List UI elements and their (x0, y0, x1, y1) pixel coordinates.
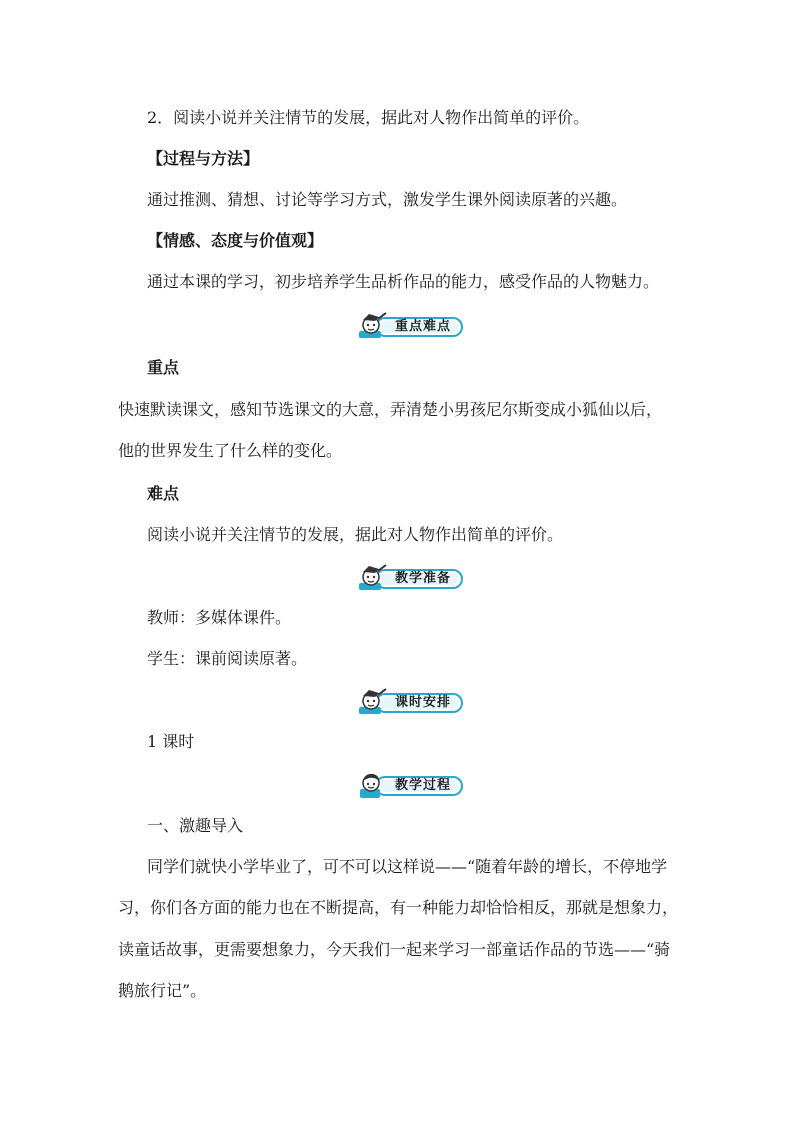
teacher-mascot-icon (357, 563, 391, 593)
banner-label: 重点难点 (394, 319, 451, 334)
heading-difficult: 难点 (147, 484, 180, 503)
preparation-teacher: 教师：多媒体课件。 (147, 608, 292, 627)
intro-text-line-3: 读童话故事，更需要想象力，今天我们一起来学习一部童话作品的节选——“骑 (118, 940, 671, 959)
process-method-text: 通过推测、猜想、讨论等学习方式，激发学生课外阅读原著的兴趣。 (147, 190, 628, 209)
key-text-line-2: 他的世界发生了什么样的变化。 (118, 441, 343, 460)
teacher-mascot-icon (357, 311, 391, 341)
banner-label: 教学准备 (394, 571, 451, 586)
intro-text-line-4: 鹅旅行记”。 (118, 981, 207, 1000)
key-text-line-1: 快速默读课文，感知节选课文的大意，弄清楚小男孩尼尔斯变成小狐仙以后， (118, 400, 663, 419)
heading-emotion-values: 【情感、态度与价值观】 (147, 231, 324, 250)
schedule-text: 1 课时 (147, 732, 195, 751)
intro-text-line-2: 习，你们各方面的能力也在不断提高，有一种能力却恰恰相反，那就是想象力， (118, 898, 679, 917)
intro-text-line-1: 同学们就快小学毕业了，可不可以这样说——“随着年龄的增长，不停地学 (147, 857, 668, 876)
objective-2: 2．阅读小说并关注情节的发展，据此对人物作出简单的评价。 (147, 108, 590, 127)
banner-process (357, 770, 465, 800)
emotion-values-text: 通过本课的学习，初步培养学生品析作品的能力，感受作品的人物魅力。 (147, 272, 660, 291)
student-mascot-icon (357, 770, 391, 800)
banner-key-points (357, 311, 465, 341)
banner-label: 课时安排 (394, 695, 451, 710)
heading-process-method: 【过程与方法】 (147, 149, 260, 168)
section-intro-heading: 一、激趣导入 (147, 816, 244, 835)
difficult-text: 阅读小说并关注情节的发展，据此对人物作出简单的评价。 (147, 525, 564, 544)
preparation-student: 学生：课前阅读原著。 (147, 649, 308, 668)
banner-label: 教学过程 (394, 778, 451, 793)
teacher-mascot-icon (357, 687, 391, 717)
heading-key: 重点 (147, 358, 180, 377)
banner-schedule (357, 687, 465, 717)
banner-preparation (357, 563, 465, 593)
